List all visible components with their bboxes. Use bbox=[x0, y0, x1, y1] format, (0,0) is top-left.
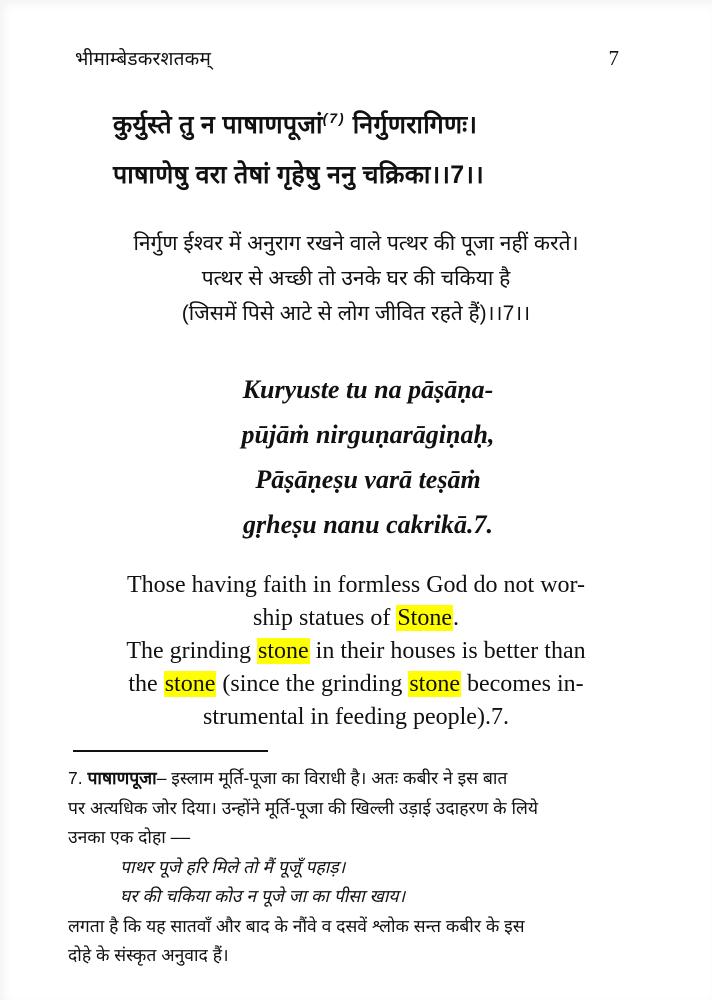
text-line: पाथर पूजे हरि मिले तो मैं पूजूँ पहाड़। bbox=[120, 856, 346, 877]
footnote bbox=[68, 764, 650, 971]
footnote-paragraph bbox=[68, 764, 650, 853]
english-translation bbox=[0, 569, 712, 734]
verse-line-1 bbox=[113, 94, 712, 150]
text-segment: पर अत्यधिक जोर दिया। उन्होंने मूर्ति-पूजा की खिल्ली उड़ाई उदाहरण के लिये bbox=[68, 797, 539, 818]
text-segment: कुर्युस्ते तु न पाषाणपूजां bbox=[113, 111, 323, 139]
text-line bbox=[68, 794, 650, 824]
text-line bbox=[0, 668, 712, 701]
text-segment: the bbox=[128, 671, 164, 697]
text-line: pūjāṁ nirguṇarāgiṇaḥ, bbox=[241, 420, 495, 449]
footnote-closing bbox=[68, 912, 650, 971]
text-line bbox=[0, 635, 712, 668]
text-line bbox=[0, 602, 712, 635]
text-segment: strumental in feeding people).7. bbox=[203, 704, 509, 730]
text-line bbox=[68, 764, 650, 794]
transliteration bbox=[0, 367, 712, 547]
verse-line-2: पाषाणेषु वरा तेषां गृहेषु ननु चक्रिका।।7।। bbox=[113, 161, 485, 189]
text-segment: 7. bbox=[68, 768, 88, 788]
footnote-separator bbox=[73, 750, 268, 752]
highlighted-word: Stone bbox=[397, 605, 452, 631]
bold-text-segment: पाषाणपूजा bbox=[87, 768, 157, 788]
text-segment: Those having faith in formless God do not wor- bbox=[126, 572, 586, 598]
text-line: Kuryuste tu na pāṣāṇa- bbox=[242, 375, 494, 404]
highlighted-word: stone bbox=[258, 638, 309, 664]
text-line: लगता है कि यह सातवाँ और बाद के नौंवे व दसवें श्लोक सन्त कबीर के इस bbox=[68, 915, 525, 936]
footnote-doha bbox=[120, 853, 650, 912]
text-line: gṛheṣu nanu cakrikā.7. bbox=[243, 510, 493, 539]
text-line bbox=[0, 569, 712, 602]
page-number: 7 bbox=[608, 46, 619, 70]
text-segment: ship statues of bbox=[253, 605, 397, 631]
text-segment: . bbox=[453, 605, 459, 631]
text-segment: उनका एक दोहा –– bbox=[68, 827, 191, 847]
footnote-reference-mark: (7) bbox=[322, 111, 346, 126]
text-line: दोहे के संस्कृत अनुवाद हैं। bbox=[68, 945, 229, 965]
text-segment: (since the grinding bbox=[216, 671, 409, 697]
text-segment: The grinding bbox=[126, 638, 257, 664]
text-line bbox=[0, 701, 712, 734]
text-line: घर की चकिया कोउ न पूजे जा का पीसा खाय। bbox=[120, 886, 406, 906]
text-segment: निर्गुणरागिणः। bbox=[345, 111, 478, 139]
text-segment: – इस्लाम मूर्ति-पूजा का विराधी है। अतः कबीर ने इस बात bbox=[156, 768, 508, 788]
text-line: (जिसमें पिसे आटे से लोग जीवित रहते हैं)।।7।। bbox=[181, 302, 531, 325]
highlighted-word: stone bbox=[164, 671, 216, 697]
text-segment: becomes in- bbox=[461, 671, 584, 697]
text-line bbox=[68, 823, 650, 853]
text-line: पत्थर से अच्छी तो उनके घर की चकिया है bbox=[201, 267, 511, 290]
text-line: निर्गुण ईश्वर में अनुराग रखने वाले पत्थर की पूजा नहीं करते। bbox=[133, 232, 579, 255]
book-title: भीमाम्बेडकरशतकम् bbox=[75, 49, 212, 70]
text-line: Pāṣāṇeṣu varā teṣāṁ bbox=[255, 465, 481, 494]
hindi-translation bbox=[0, 226, 712, 331]
highlighted-word: stone bbox=[409, 671, 460, 697]
page-header bbox=[0, 0, 712, 72]
text-segment: in their houses is better than bbox=[309, 638, 586, 664]
sanskrit-verse bbox=[113, 94, 712, 200]
